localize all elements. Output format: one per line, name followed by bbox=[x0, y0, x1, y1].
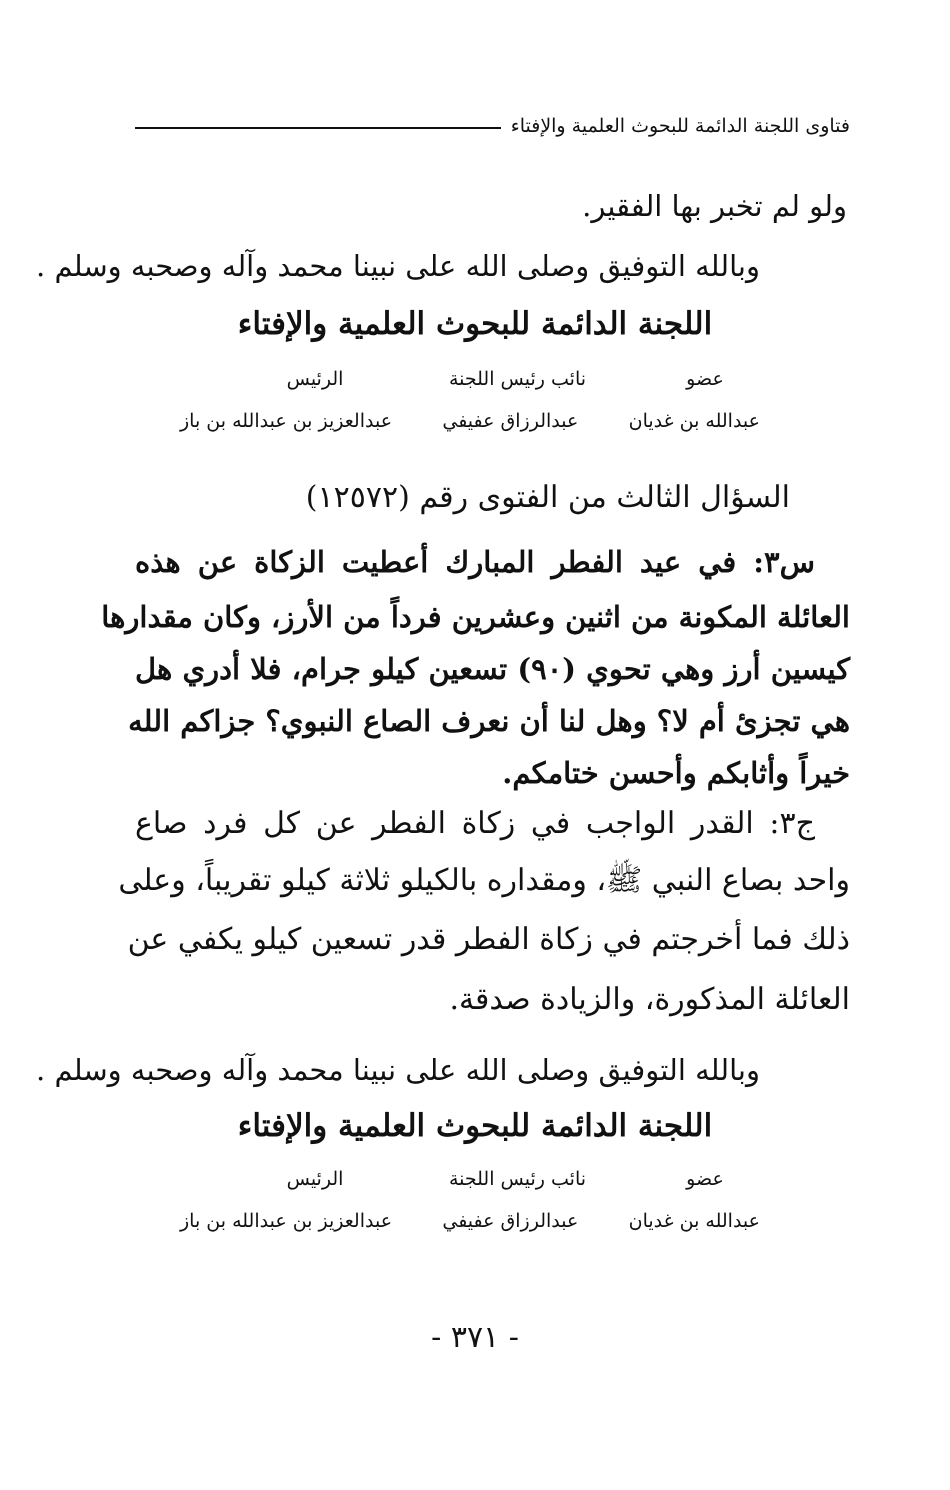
question-line: هي تجزئ أم لا؟ وهل لنا أن نعرف الصاع النبوي؟ جزاكم الله bbox=[128, 704, 850, 738]
question-heading: السؤال الثالث من الفتوى رقم (١٢٥٧٢) bbox=[305, 480, 790, 515]
page-number: - ٣٧١ - bbox=[431, 1320, 519, 1355]
intro-closing: وبالله التوفيق وصلى الله على نبينا محمد وآله وصحبه وسلم . bbox=[36, 249, 760, 283]
question-line: كيسين أرز وهي تحوي (٩٠) تسعين كيلو جرام، فلا أدري هل bbox=[135, 652, 850, 686]
name-chair: عبدالعزيز بن عبدالله بن باز bbox=[180, 1210, 393, 1232]
role-chair: الرئيس bbox=[286, 368, 344, 390]
role-member: عضو bbox=[686, 1168, 724, 1190]
header-title: فتاوى اللجنة الدائمة للبحوث العلمية والإفتاء bbox=[510, 115, 850, 137]
intro-line: ولو لم تخبر بها الفقير. bbox=[582, 189, 847, 223]
answer-line: ذلك فما أخرجتم في زكاة الفطر قدر تسعين كيلو يكفي عن bbox=[127, 922, 850, 957]
role-member: عضو bbox=[686, 368, 724, 390]
question-line: العائلة المكونة من اثنين وعشرين فرداً من الأرز، وكان مقدارها bbox=[101, 600, 850, 634]
committee-title-2: اللجنة الدائمة للبحوث العلمية والإفتاء bbox=[237, 1108, 713, 1144]
name-chair: عبدالعزيز بن عبدالله بن باز bbox=[180, 410, 393, 432]
header-rule bbox=[135, 127, 501, 129]
role-vice-chair: نائب رئيس اللجنة bbox=[448, 368, 587, 390]
answer-line: ج٣: القدر الواجب في زكاة الفطر عن كل فرد صاع bbox=[135, 806, 815, 841]
answer-line: العائلة المذكورة، والزيادة صدقة. bbox=[449, 982, 850, 1017]
signature-names-1 bbox=[180, 410, 760, 432]
question-line: خيراً وأثابكم وأحسن ختامكم. bbox=[502, 756, 850, 790]
name-vice-chair: عبدالرزاق عفيفي bbox=[442, 1210, 579, 1232]
running-header bbox=[135, 108, 850, 144]
signature-names-2 bbox=[180, 1210, 760, 1232]
role-chair: الرئيس bbox=[286, 1168, 344, 1190]
name-member: عبدالله بن غديان bbox=[628, 1210, 760, 1232]
name-vice-chair: عبدالرزاق عفيفي bbox=[442, 410, 579, 432]
signature-roles-2 bbox=[260, 1168, 745, 1190]
answer-line: واحد بصاع النبي ﷺ، ومقداره بالكيلو ثلاثة كيلو تقريباً، وعلى bbox=[118, 863, 850, 898]
signature-roles-1 bbox=[260, 368, 745, 390]
question-line: س٣: في عيد الفطر المبارك أعطيت الزكاة عن هذه bbox=[135, 545, 815, 579]
answer-closing: وبالله التوفيق وصلى الله على نبينا محمد وآله وصحبه وسلم . bbox=[36, 1053, 760, 1087]
role-vice-chair: نائب رئيس اللجنة bbox=[448, 1168, 587, 1190]
committee-title-1: اللجنة الدائمة للبحوث العلمية والإفتاء bbox=[237, 306, 713, 342]
name-member: عبدالله بن غديان bbox=[628, 410, 760, 432]
